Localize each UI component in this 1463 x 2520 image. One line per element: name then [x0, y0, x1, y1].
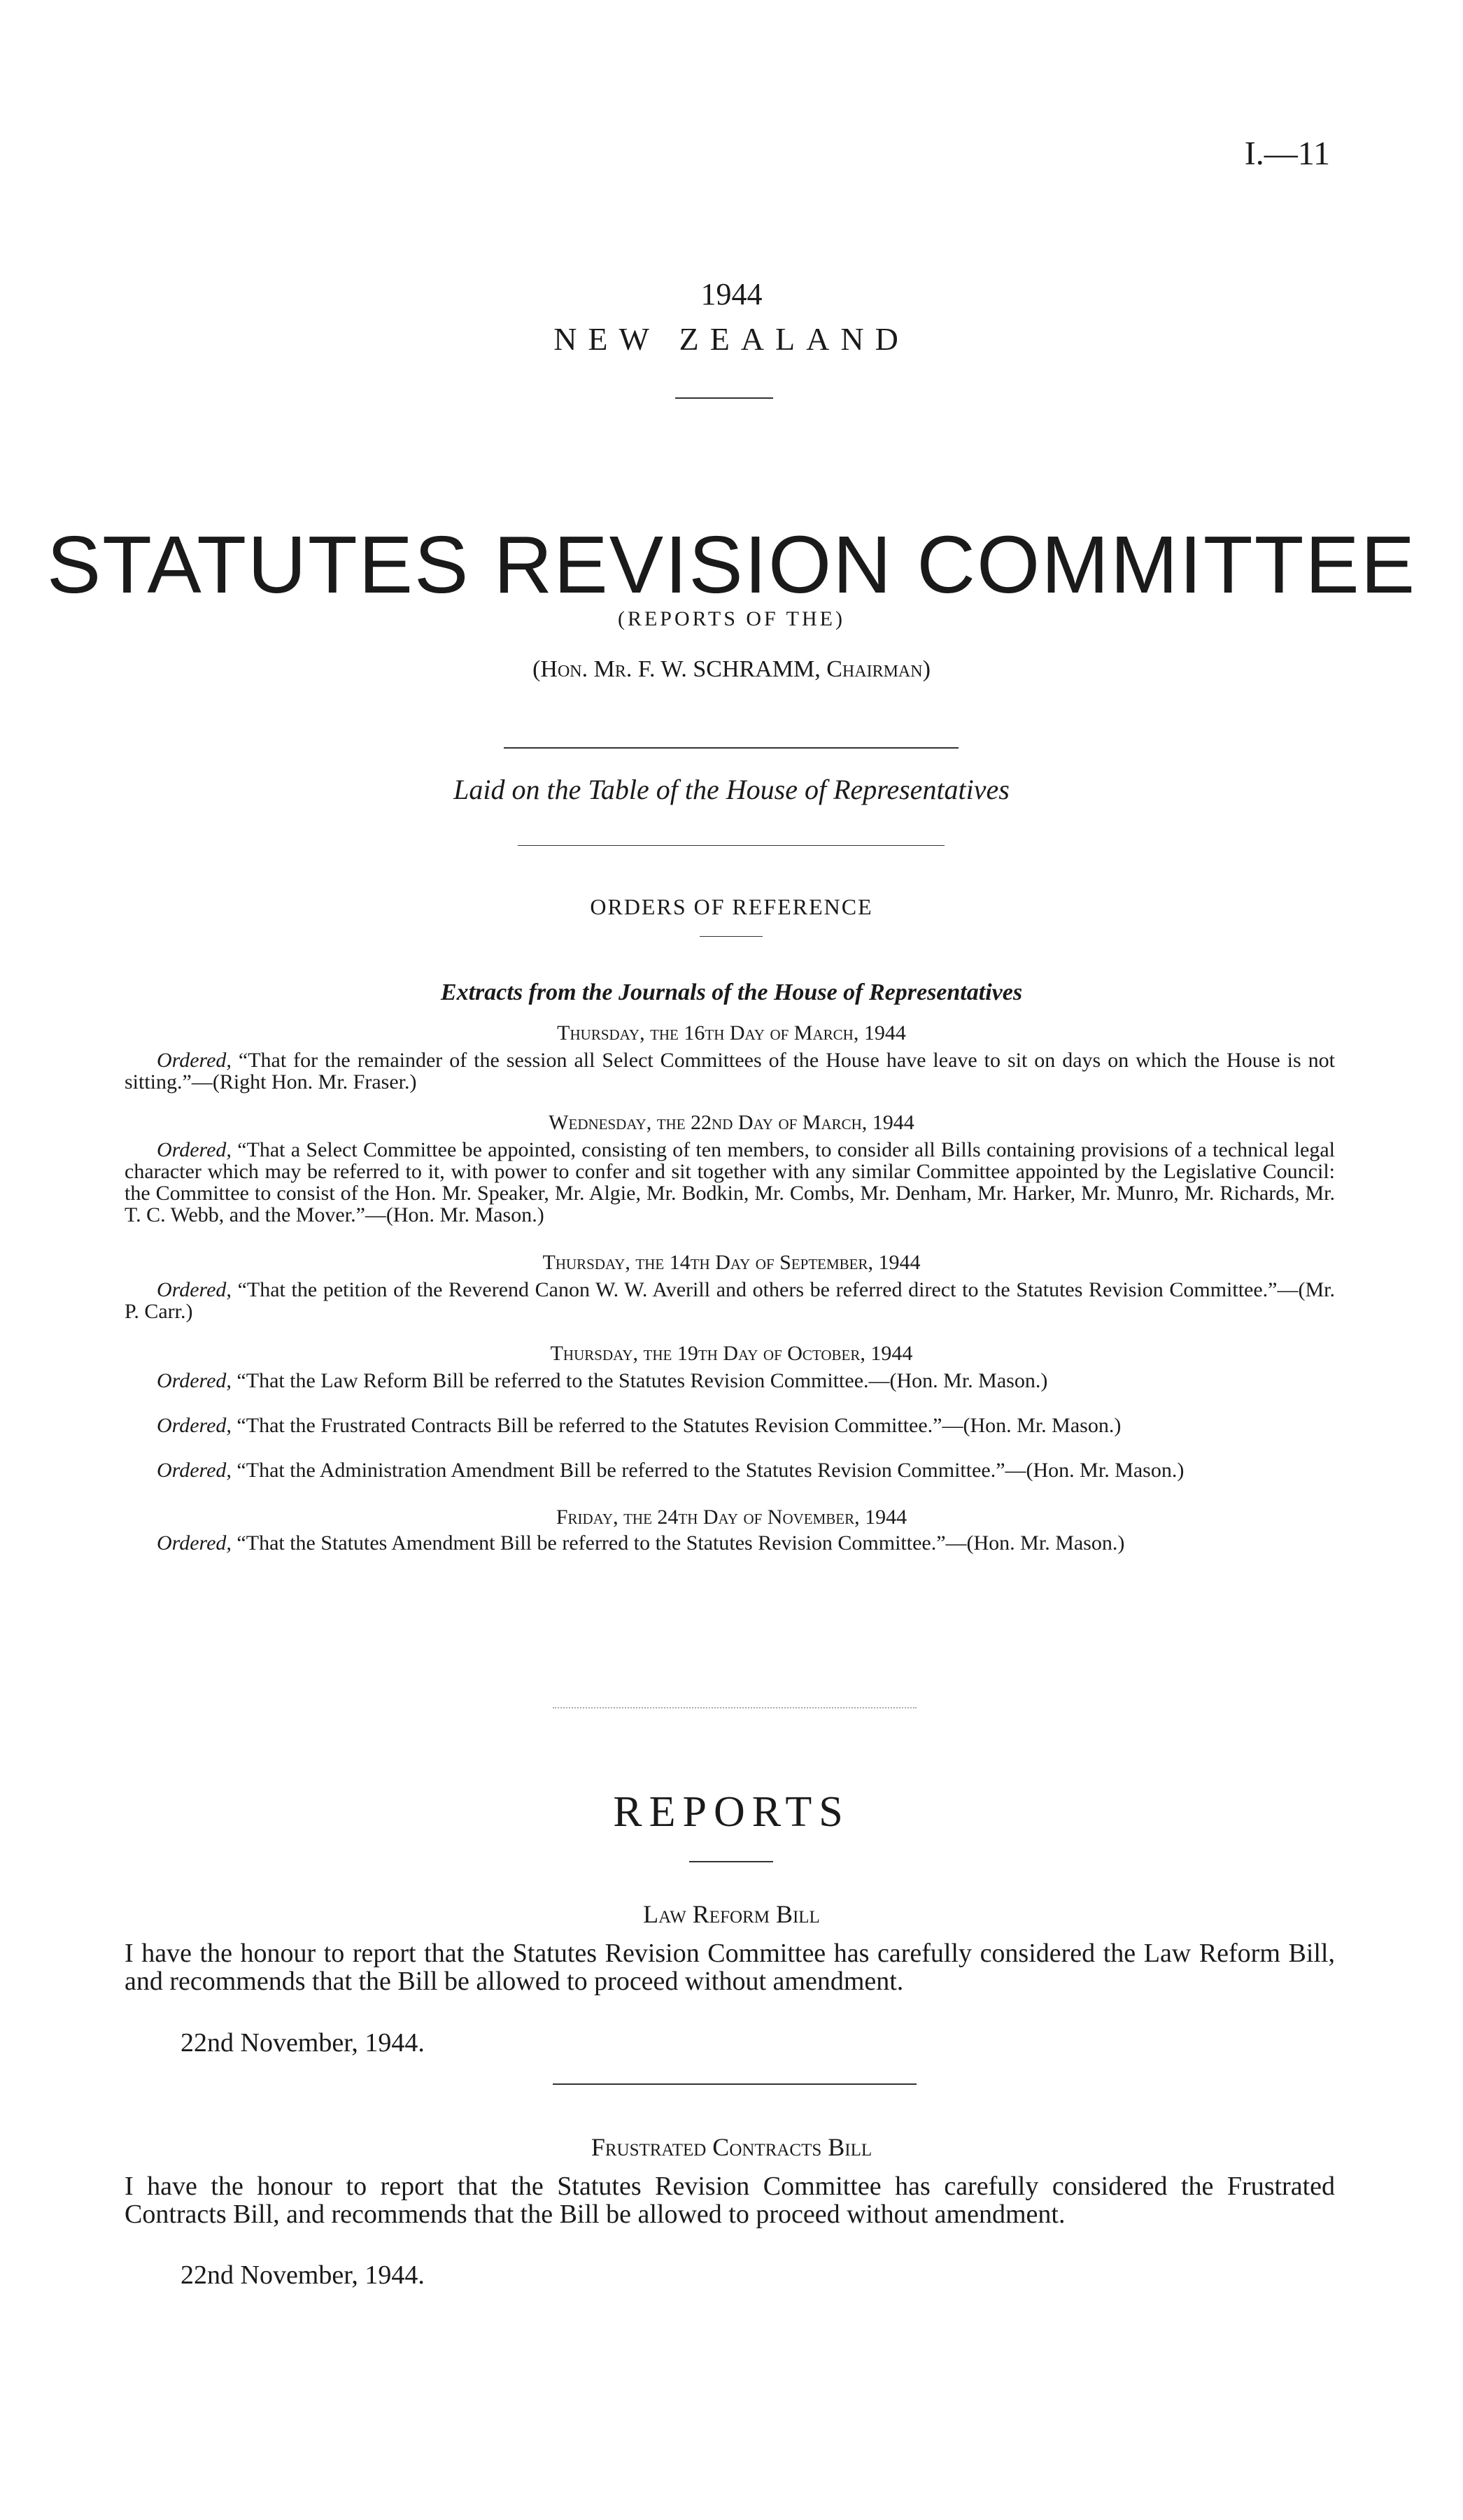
country-heading: NEW ZEALAND [553, 321, 910, 357]
section-divider [553, 1707, 917, 1708]
report-heading: Frustrated Contracts Bill [591, 2133, 872, 2161]
order-text: “That for the remainder of the session all Select Committees of the House have leave to sit on days on which the House is not sitting.”—(Right Hon. Mr. Fraser.) [125, 1049, 1335, 1093]
order-entry [125, 1532, 1335, 1554]
document-subtitle: (REPORTS OF THE) [617, 607, 845, 630]
order-entry [125, 1139, 1335, 1226]
order-entry [125, 1370, 1335, 1392]
report-date: 22nd November, 1944. [181, 2260, 425, 2290]
extracts-heading: Extracts from the Journals of the House of Representatives [440, 979, 1023, 1005]
ordered-label: Ordered, [157, 1278, 232, 1301]
ordered-label: Ordered, [157, 1531, 232, 1555]
order-text: “That the Administration Amendment Bill be referred to the Statutes Revision Committee.”—(Hon. Mr. Mason.) [231, 1459, 1185, 1482]
order-date: Thursday, the 14th Day of September, 1944 [542, 1251, 921, 1274]
ordered-label: Ordered, [157, 1369, 232, 1392]
divider [504, 747, 959, 749]
ordered-label: Ordered, [157, 1459, 232, 1482]
order-entry [125, 1279, 1335, 1322]
ordered-label: Ordered, [157, 1049, 232, 1072]
order-text: “That the Frustrated Contracts Bill be referred to the Statutes Revision Committee.”—(Hon. Mr. Mason.) [231, 1414, 1122, 1437]
order-date: Thursday, the 19th Day of October, 1944 [550, 1342, 913, 1365]
report-date: 22nd November, 1944. [181, 2028, 425, 2058]
divider [518, 845, 945, 846]
order-date: Wednesday, the 22nd Day of March, 1944 [549, 1111, 914, 1134]
order-entry [125, 1049, 1335, 1093]
page-number: I.—11 [1244, 135, 1330, 172]
order-date: Thursday, the 16th Day of March, 1944 [557, 1021, 906, 1045]
report-body: I have the honour to report that the Statutes Revision Committee has carefully considered the Frustrated Contracts Bill, and recommends that the Bill be allowed to proceed without amendment. [125, 2172, 1335, 2229]
laid-on-table-line: Laid on the Table of the House of Representatives [453, 774, 1010, 805]
order-text: “That a Select Committee be appointed, consisting of ten members, to consider all Bills containing provisions of a technical legal character which may be referred to it, with power to confer and sit together with any similar Committee appointed by the Legislative Council: the Committee to consist of the Hon. Mr. Speaker, Mr. Algie, Mr. Bodkin, Mr. Combs, Mr. Denham, Mr. Harker, Mr. Munro, Mr. Richards, Mr. T. C. Webb, and the Mover.”—(Hon. Mr. Mason.) [125, 1138, 1335, 1226]
order-date: Friday, the 24th Day of November, 1944 [556, 1506, 907, 1529]
divider [689, 1861, 773, 1862]
order-text: “That the petition of the Reverend Canon W. W. Averill and others be referred direct to the Statutes Revision Committee.”—(Mr. P. Carr.) [125, 1278, 1335, 1323]
order-entry [125, 1459, 1335, 1481]
divider [553, 2083, 917, 2085]
reports-heading: REPORTS [613, 1788, 850, 1836]
divider [700, 936, 763, 937]
chairman-line: (Hon. Mr. F. W. SCHRAMM, Chairman) [532, 656, 931, 682]
document-title: STATUTES REVISION COMMITTEE [46, 519, 1417, 610]
ordered-label: Ordered, [157, 1138, 232, 1161]
ordered-label: Ordered, [157, 1414, 232, 1437]
document-year: 1944 [700, 277, 763, 311]
divider [675, 397, 773, 399]
report-heading: Law Reform Bill [643, 1900, 820, 1928]
report-body: I have the honour to report that the Statutes Revision Committee has carefully considered the Law Reform Bill, and recommends that the Bill be allowed to proceed without amendment. [125, 1939, 1335, 1996]
order-text: “That the Law Reform Bill be referred to the Statutes Revision Committee.—(Hon. Mr. Mason.) [231, 1369, 1048, 1392]
order-entry [125, 1415, 1335, 1436]
orders-of-reference-heading: ORDERS OF REFERENCE [590, 894, 873, 919]
order-text: “That the Statutes Amendment Bill be referred to the Statutes Revision Committee.”—(Hon. Mr. Mason.) [231, 1531, 1125, 1555]
